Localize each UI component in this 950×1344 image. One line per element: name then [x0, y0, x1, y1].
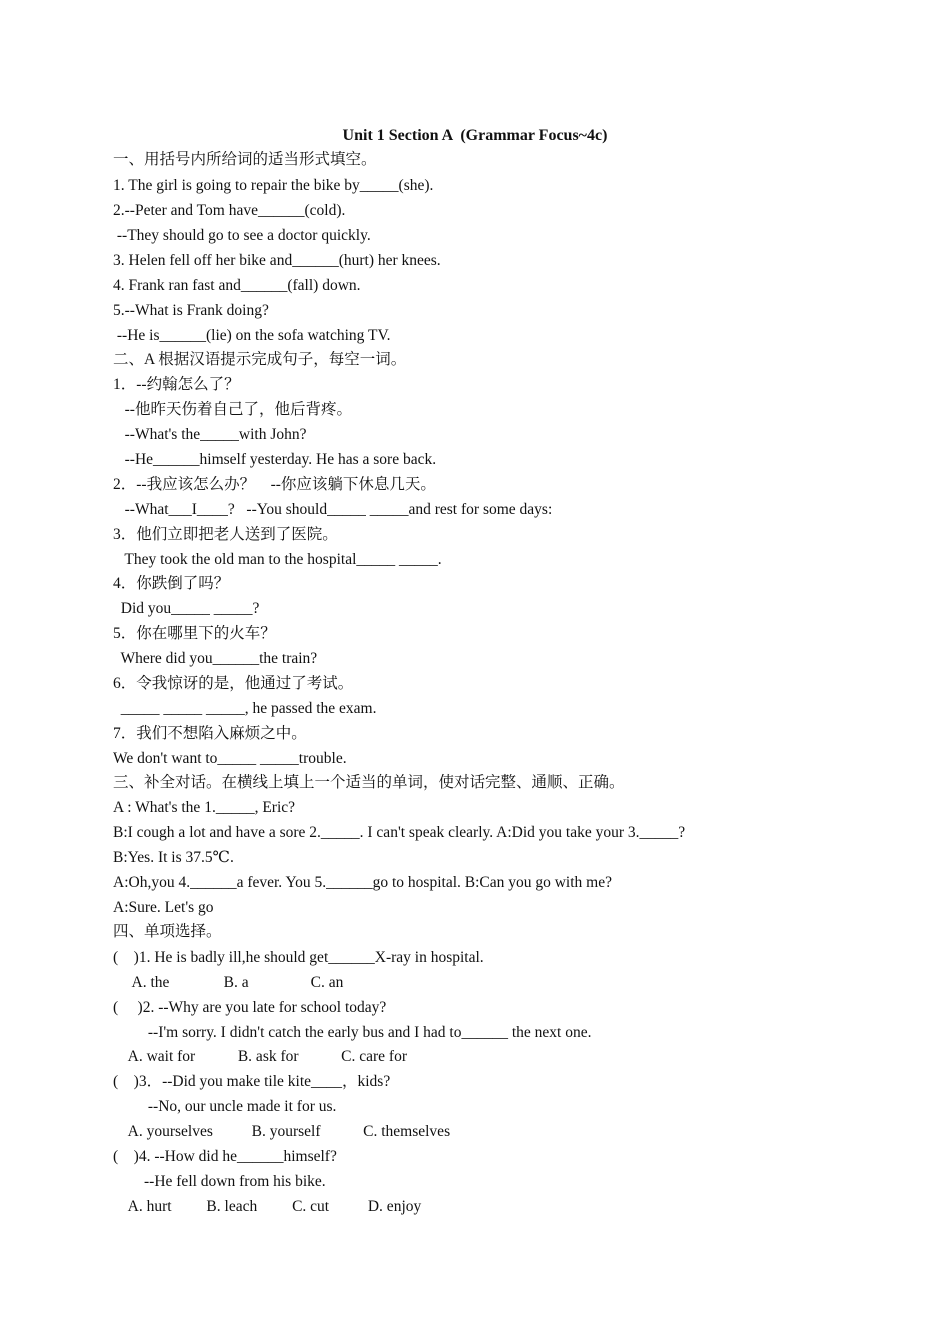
- section-2-question-4-en: Did you_____ _____?: [113, 600, 260, 617]
- dialogue-line-2: B:I cough a lot and have a sore 2._____. I can't speak clearly. A:Did you take your 3._____?: [113, 824, 686, 841]
- section-2-question-2-cn: 2．--我应该怎么办？ --你应该躺下休息几天。: [113, 476, 436, 493]
- choice-question-2-options: A. wait for B. ask for C. care for: [113, 1048, 408, 1065]
- document-title: Unit 1 Section A (Grammar Focus~4c): [342, 127, 608, 144]
- section-2-question-6-cn: 6．令我惊讶的是，他通过了考试。: [113, 675, 354, 692]
- section-1-question-5-reply: --He is______(lie) on the sofa watching TV.: [113, 327, 391, 344]
- section-2-question-3-cn: 3．他们立即把老人送到了医院。: [113, 526, 338, 543]
- dialogue-line-4: A:Oh,you 4.______a fever. You 5.______go to hospital. B:Can you go with me?: [113, 874, 612, 891]
- section-2-question-1-cn-reply: --他昨天伤着自己了，他后背疼。: [113, 401, 352, 418]
- section-1-question-2: 2.--Peter and Tom have______(cold).: [113, 202, 346, 219]
- section-1-question-4: 4. Frank ran fast and______(fall) down.: [113, 277, 361, 294]
- section-2-question-4-cn: 4．你跌倒了吗？: [113, 575, 230, 592]
- dialogue-line-1: A : What's the 1._____, Eric?: [113, 799, 296, 816]
- dialogue-line-3: B:Yes. It is 37.5℃.: [113, 849, 234, 866]
- choice-question-4: ( )4. --How did he______himself?: [113, 1148, 337, 1165]
- choice-question-4-reply: --He fell down from his bike.: [113, 1173, 326, 1190]
- section-2-heading: 二、A 根据汉语提示完成句子，每空一词。: [113, 351, 407, 368]
- section-1-question-2-reply: --They should go to see a doctor quickly.: [113, 227, 371, 244]
- section-2-question-5-en: Where did you______the train?: [113, 650, 318, 667]
- choice-question-3-reply: --No, our uncle made it for us.: [113, 1098, 337, 1115]
- choice-question-2-reply: --I'm sorry. I didn't catch the early bus and I had to______ the next one.: [113, 1024, 592, 1041]
- section-2-question-1-cn: 1．--约翰怎么了？: [113, 376, 240, 393]
- section-3-heading: 三、补全对话。在横线上填上一个适当的单词，使对话完整、通顺、正确。: [113, 774, 625, 791]
- choice-question-1: ( )1. He is badly ill,he should get______X-ray in hospital.: [113, 949, 484, 966]
- section-2-question-1-en: --What's the_____with John?: [113, 426, 307, 443]
- section-4-heading: 四、单项选择。: [113, 923, 222, 940]
- section-2-question-7-en: We don't want to_____ _____trouble.: [113, 750, 347, 767]
- choice-question-4-options: A. hurt B. leach C. cut D. enjoy: [113, 1198, 422, 1215]
- section-2-question-5-cn: 5．你在哪里下的火车？: [113, 625, 276, 642]
- choice-question-3: ( )3．--Did you make tile kite____，kids?: [113, 1073, 391, 1090]
- section-1-heading: 一、用括号内所给词的适当形式填空。: [113, 151, 377, 168]
- dialogue-line-5: A:Sure. Let's go: [113, 899, 214, 916]
- section-1-question-1: 1. The girl is going to repair the bike by_____(she).: [113, 177, 434, 194]
- section-1-question-5: 5.--What is Frank doing?: [113, 302, 269, 319]
- section-2-question-1-en-reply: --He______himself yesterday. He has a sore back.: [113, 451, 437, 468]
- section-2-question-7-cn: 7．我们不想陷入麻烦之中。: [113, 725, 307, 742]
- choice-question-3-options: A. yourselves B. yourself C. themselves: [113, 1123, 451, 1140]
- section-1-question-3: 3. Helen fell off her bike and______(hurt) her knees.: [113, 252, 441, 269]
- section-2-question-6-en: _____ _____ _____, he passed the exam.: [113, 700, 377, 717]
- section-2-question-3-en: They took the old man to the hospital_____ _____.: [113, 551, 442, 568]
- section-2-question-2-en: --What___I____? --You should_____ _____and rest for some days:: [113, 501, 553, 518]
- choice-question-1-options: A. the B. a C. an: [113, 974, 344, 991]
- choice-question-2: ( )2. --Why are you late for school today?: [113, 999, 387, 1016]
